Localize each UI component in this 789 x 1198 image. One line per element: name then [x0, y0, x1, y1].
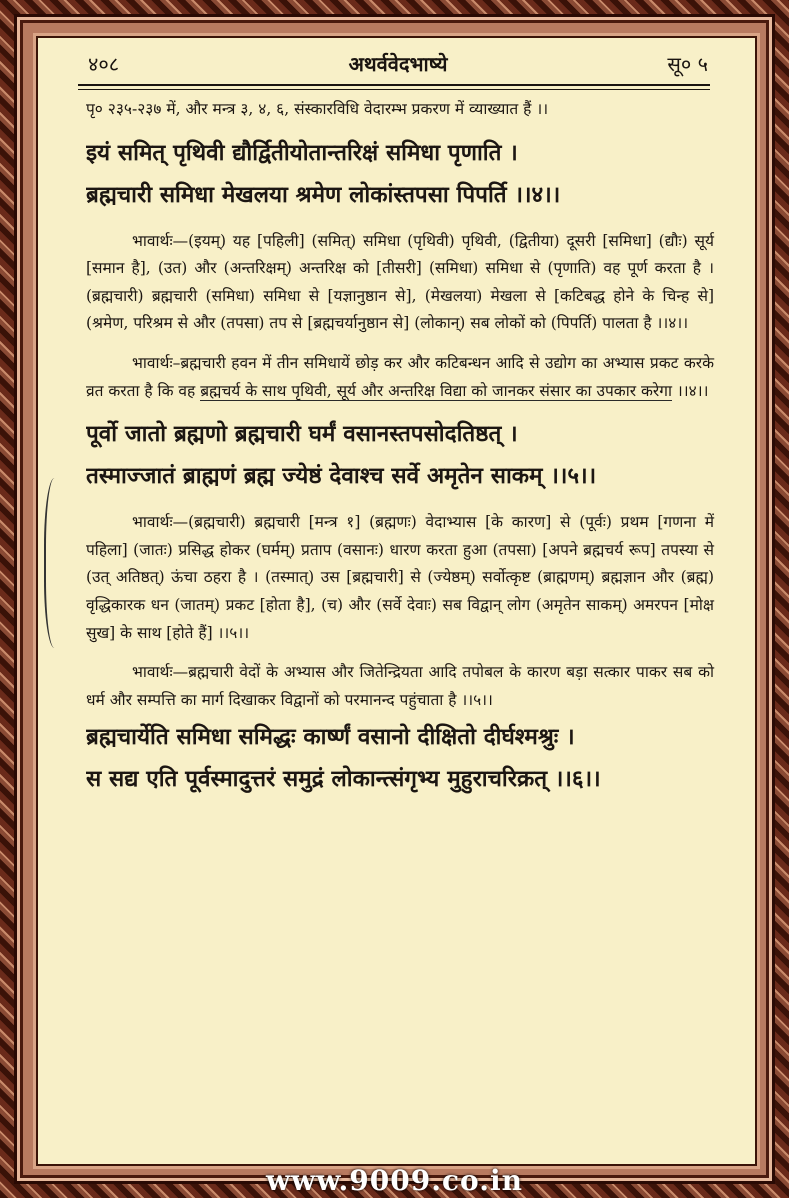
summary-5: भावार्थः—ब्रह्मचारी वेदों के अभ्यास और जितेन्द्रियता आदि तपोबल के कारण बड़ा सत्कार पाकर सब को धर्म और सम्पत्ति का मार्ग दिखाकर विद्वानों को परमानन्द पहुंचाता है ।।५।। [86, 663, 714, 709]
summary-4-end: ।।४।। [671, 381, 709, 400]
header-rule [78, 84, 710, 86]
mantra-6-line-1: ब्रह्मचार्येति समिधा समिद्धः कार्ष्णं वसानो दीक्षितो दीर्घश्मश्रुः । [86, 724, 575, 751]
summary-4-underlined: ब्रह्मचर्य के साथ पृथिवी, सूर्य और अन्तरिक्ष विद्या को जानकर संसार का उपकार करेगा [200, 381, 672, 400]
intro-paragraph: पृ० २३५-२३७ में, और मन्त्र ३, ४, ६, संस्कारविधि वेदारम्भ प्रकरण में व्याख्यात हैं ।। [86, 100, 549, 118]
summary-4-text: भावार्थः–ब्रह्मचारी हवन में तीन समिधायें छोड़ कर और कटिबन्धन आदि से उद्योग का अभ्यास प्रकट करके व्रत करता है कि वह [86, 353, 714, 400]
bhashya-4: भावार्थः—(इयम्) यह [पहिली] (समित्) समिधा (पृथिवी) पृथिवी, (द्वितीया) दूसरी [समिधा] (द्यौः) सूर्य [समान है], (उत) और (अन्तरिक्षम्) अन्तरिक्ष को [तीसरी] (समिधा) समिधा से (पृणाति) वह पूर्ण करता है । (ब्रह्मचारी) ब्रह्मचारी (समिधा) समिधा से [यज्ञानुष्ठान से], (मेखलया) मेखला से [कटिबद्ध होने के चिन्ह से] (श्रमेण, परिश्रम से और (तपसा) तप से [ब्रह्मचर्यानुष्ठान से] (लोकान्) सब लोकों को (पिपर्ति) पालता है ।।४।। [86, 231, 714, 333]
header-rule-thin [78, 89, 710, 90]
book-title: अथर्ववेदभाष्ये [348, 52, 448, 76]
page-body [86, 96, 714, 800]
page-header [88, 50, 708, 78]
page-number: ४०८ [88, 52, 120, 76]
mantra-4-line-1: इयं समित् पृथिवी द्यौर्द्वितीयोतान्तरिक्षं समिधा पृणाति । [86, 139, 518, 166]
mantra-5-line-1: पूर्वो जातो ब्रह्मणो ब्रह्मचारी घर्मं वसानस्तपसोदतिष्ठत् । [86, 421, 518, 448]
mantra-4-line-2: ब्रह्मचारी समिधा मेखलया श्रमेण लोकांस्तपसा पिपर्ति ।।४।। [86, 181, 561, 208]
website-url[interactable]: www.9009.co.in [266, 1164, 523, 1197]
bhashya-5: भावार्थः—(ब्रह्मचारी) ब्रह्मचारी [मन्त्र १] (ब्रह्मणः) वेदाभ्यास [के कारण] से (पूर्वः) प्रथम [गणना में पहिला] (जातः) प्रसिद्ध होकर (घर्मम्) प्रताप (वसानः) धारण करता हुआ (तपसा) [अपने ब्रह्मचर्य रूप] तपस्या से (उत् अतिष्ठत्) ऊंचा ठहरा है । (तस्मात्) उस [ब्रह्मचारी] से (ज्येष्ठम्) सर्वोत्कृष्ट (ब्राह्मणम्) ब्रह्मज्ञान और (ब्रह्म) वृद्धिकारक धन (जातम्) प्रकट [होता है], (च) और (सर्वे देवाः) सब विद्वान् लोग (अमृतेन साकम्) अमरपन [मोक्ष सुख] के साथ [होते हैं] ।।५।। [86, 513, 714, 642]
scripture-page [36, 36, 757, 1166]
mantra-5-line-2: तस्माज्जातं ब्राह्मणं ब्रह्म ज्येष्ठं देवाश्च सर्वे अमृतेन साकम् ।।५।। [86, 463, 597, 490]
section-label: सू० ५ [667, 52, 708, 76]
handwritten-bracket-mark [44, 478, 70, 648]
summary-4 [86, 350, 714, 405]
mantra-6-line-2: स सद्य एति पूर्वस्मादुत्तरं समुद्रं लोकान्त्संगृभ्य मुहुराचरिक्रत् ।।६।। [86, 766, 601, 793]
